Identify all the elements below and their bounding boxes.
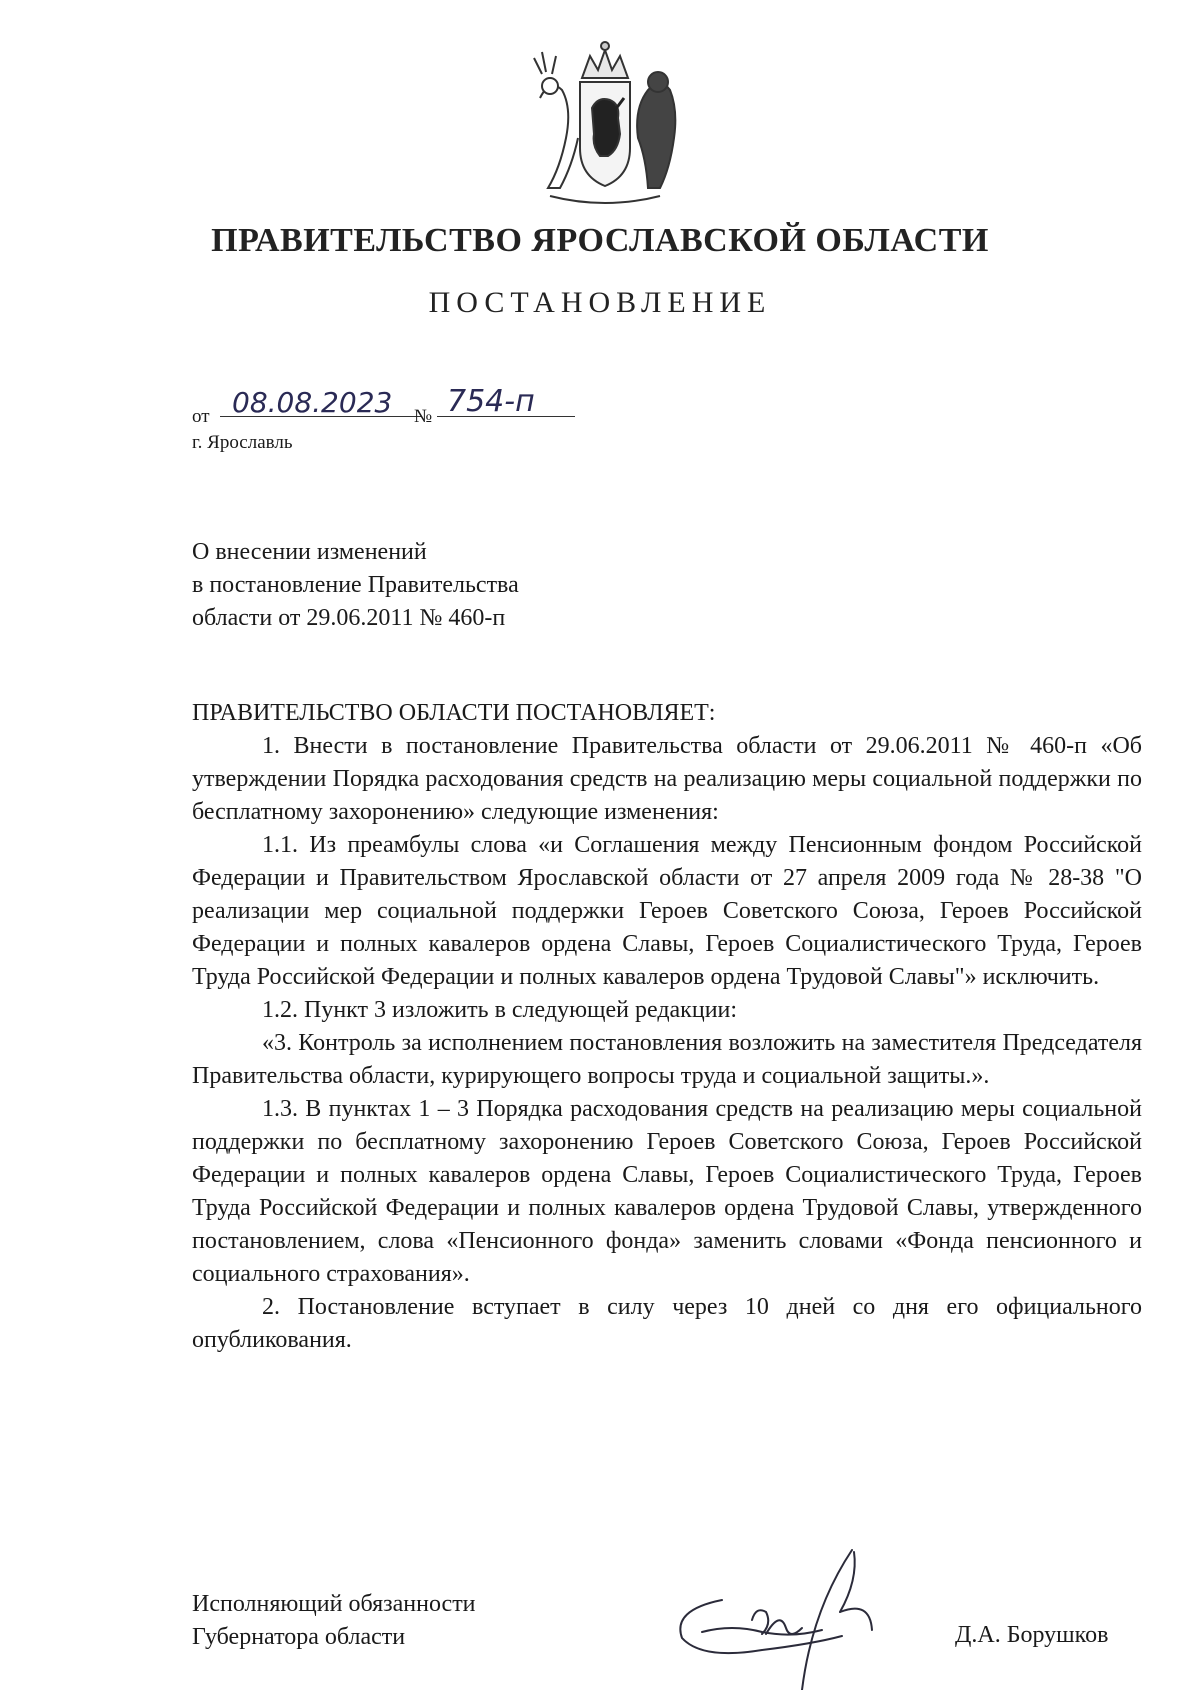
position-line: Губернатора области [192,1624,406,1650]
city: г. Ярославль [192,432,293,453]
signatory-position [192,1588,476,1654]
date-prefix: от [192,406,210,427]
handwritten-signature-icon [662,1540,922,1690]
paragraph-2: 2. Постановление вступает в силу через 10 дней со дня его официального опубликования. [192,1294,1142,1353]
position-line: Исполняющий обязанности [192,1591,476,1617]
organization-title: ПРАВИТЕЛЬСТВО ЯРОСЛАВСКОЙ ОБЛАСТИ [211,222,989,259]
signatory-name: Д.А. Борушков [955,1622,1109,1648]
document-subject [192,536,519,635]
decree-body [192,730,1142,1357]
handwritten-date: 08.08.2023 [220,386,422,417]
coat-of-arms-icon [520,38,690,208]
decree-heading: ПРАВИТЕЛЬСТВО ОБЛАСТИ ПОСТАНОВЛЯЕТ: [192,700,716,726]
handwritten-number: 754-п [437,384,575,417]
paragraph-1-1: 1.1. Из преамбулы слова «и Соглашения между Пенсионным фондом Российской Федерации и Правительством Ярославской области от 27 апреля 2009 года № 28-38 "О реализации мер социальной поддержки Героев Советского Союза, Героев Российской Федерации и полных кавалеров ордена Славы, Героев Социалистического Труда, Героев Труда Российской Федерации и полных кавалеров ордена Трудовой Славы"» исключить. [192,832,1142,990]
subject-line: области от 29.06.2011 № 460-п [192,605,506,631]
subject-line: в постановление Правительства [192,572,519,598]
subject-line: О внесении изменений [192,539,427,565]
paragraph-1: 1. Внести в постановление Правительства области от 29.06.2011 № 460-п «Об утверждении Порядка расходования средств на реализацию меры социальной поддержки по бесплатному захоронению» следующие изменения: [192,733,1142,825]
number-label: № [414,406,433,427]
paragraph-1-2-text: «3. Контроль за исполнением постановления возложить на заместителя Председателя Правительства области, курирующего вопросы труда и социальной защиты.». [192,1030,1142,1089]
document-type: ПОСТАНОВЛЕНИЕ [428,286,772,319]
paragraph-1-2: 1.2. Пункт 3 изложить в следующей редакции: [262,997,738,1023]
paragraph-1-3: 1.3. В пунктах 1 – 3 Порядка расходования средств на реализацию меры социальной поддержки по бесплатному захоронению Героев Советского Союза, Героев Российской Федерации и полных кавалеров ордена Славы, Героев Социалистического Труда, Героев Труда Российской Федерации и полных кавалеров ордена Трудовой Славы, утвержденного постановлением, слова «Пенсионного фонда» заменить словами «Фонда пенсионного и социального страхования». [192,1096,1142,1287]
